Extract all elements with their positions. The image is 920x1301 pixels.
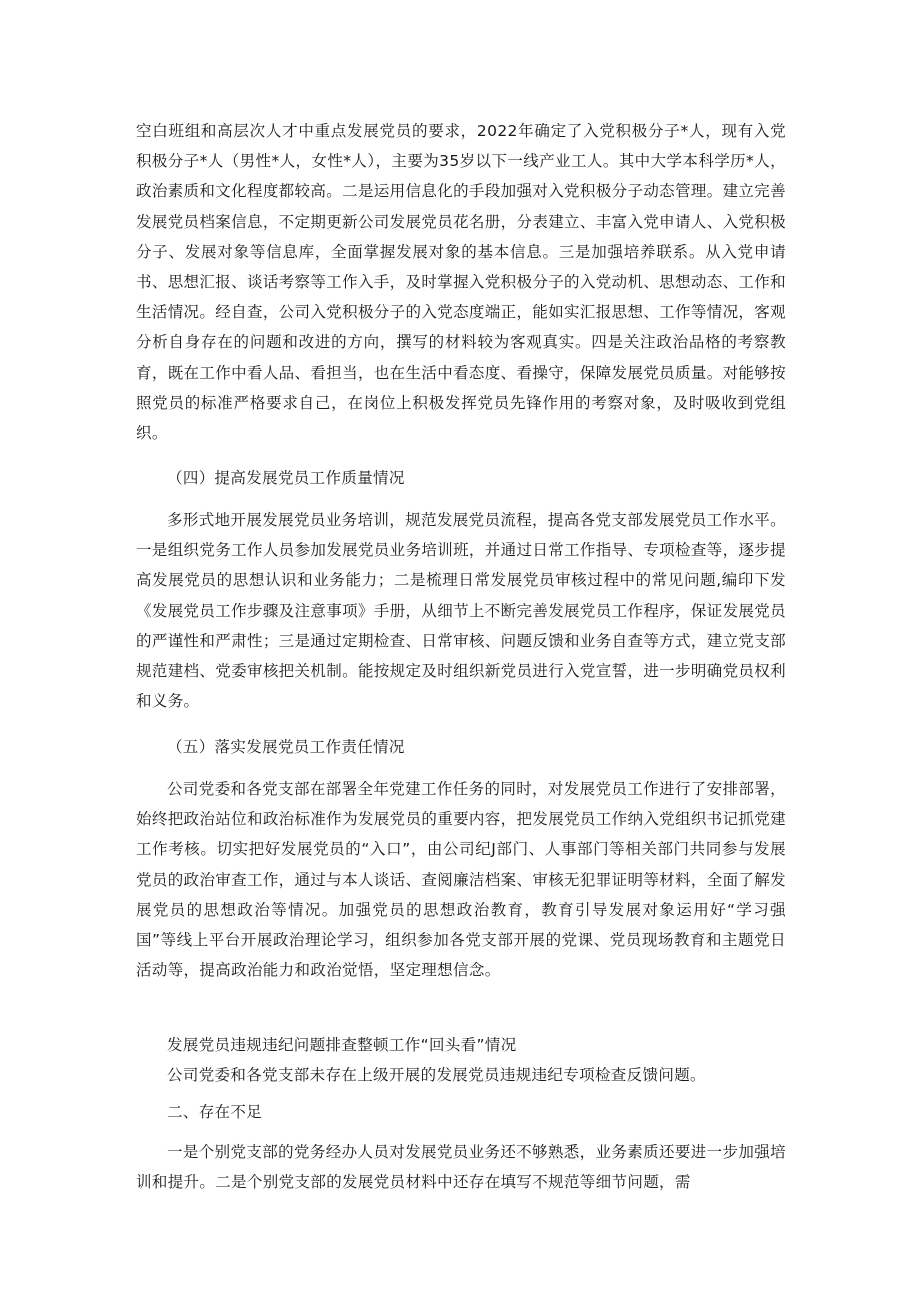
paragraph-work-quality: 多形式地开展发展党员业务培训，规范发展党员流程，提高各党支部发展党员工作水平。一是组织党务工作人员参加发展党员业务培训班，并通过日常工作指导、专项检查等，逐步提高发展党员的思想认识和业务能力；二是梳理日常发展党员审核过程中的常见问题,编印下发《发展党员工作步骤及注意事项》手册，从细节上不断完善发展党员工作程序，保证发展党员的严谨性和严肃性；三是通过定期检查、日常审核、问题反馈和业务自查等方式，建立党支部规范建档、党委审核把关机制。能按规定及时组织新党员进行入党宣誓，进一步明确党员权利和义务。 (136, 511, 786, 711)
paragraph-shortcomings: 一是个别党支部的党务经办人员对发展党员业务还不够熟悉，业务素质还要进一步加强培训和提升。二是个别党支部的发展党员材料中还存在填写不规范等细节问题，需 (136, 1143, 786, 1192)
paragraph-party-activists: 空白班组和高层次人才中重点发展党员的要求，2022年确定了入党积极分子*人，现有入党积极分子*人（男性*人，女性*人），主要为35岁以下一线产业工人。其中大学本科学历*人，政治素质和文化程度都较高。二是运用信息化的手段加强对入党积极分子动态管理。建立完善发展党员档案信息，不定期更新公司发展党员花名册，分表建立、丰富入党申请人、入党积极分子、发展对象等信息库，全面掌握发展对象的基本信息。三是加强培养联系。从入党申请书、思想汇报、谈话考察等工作入手，及时掌握入党积极分子的入党动机、思想动态、工作和生活情况。经自查，公司入党积极分子的入党态度端正，能如实汇报思想、工作等情况，客观分析自身存在的问题和改进的方向，撰写的材料较为客观真实。四是关注政治品格的考察教育，既在工作中看人品、看担当，也在生活中看态度、看操守，保障发展党员质量。对能够按照党员的标准严格要求自己，在岗位上积极发挥党员先锋作用的考察对象，及时吸收到党组织。 (136, 122, 786, 443)
section-heading-4: （四）提高发展党员工作质量情况 (167, 469, 405, 487)
section-heading-5: （五）落实发展党员工作责任情况 (167, 738, 405, 756)
section-heading-shortcomings: 二、存在不足 (167, 1103, 263, 1121)
section-heading-review: 发展党员违规违纪问题排查整顿工作“回头看”情况 (167, 1036, 517, 1054)
paragraph-work-responsibility: 公司党委和各党支部在部署全年党建工作任务的同时，对发展党员工作进行了安排部署，始终把政治站位和政治标准作为发展党员的重要内容，把发展党员工作纳入党组织书记抓党建工作考核。切实把好发展党员的“入口”，由公司纪J部门、人事部门等相关部门共同参与发展党员的政治审查工作，通过与本人谈话、查阅廉洁档案、审核无犯罪证明等材料，全面了解发展党员的思想政治等情况。加强党员的思想政治教育，教育引导发展对象运用好“学习强国”等线上平台开展政治理论学习，组织参加各党支部开展的党课、党员现场教育和主题党日活动等，提高政治能力和政治觉悟，坚定理想信念。 (136, 780, 786, 980)
paragraph-review: 公司党委和各党支部未存在上级开展的发展党员违规违纪专项检查反馈问题。 (167, 1066, 706, 1084)
